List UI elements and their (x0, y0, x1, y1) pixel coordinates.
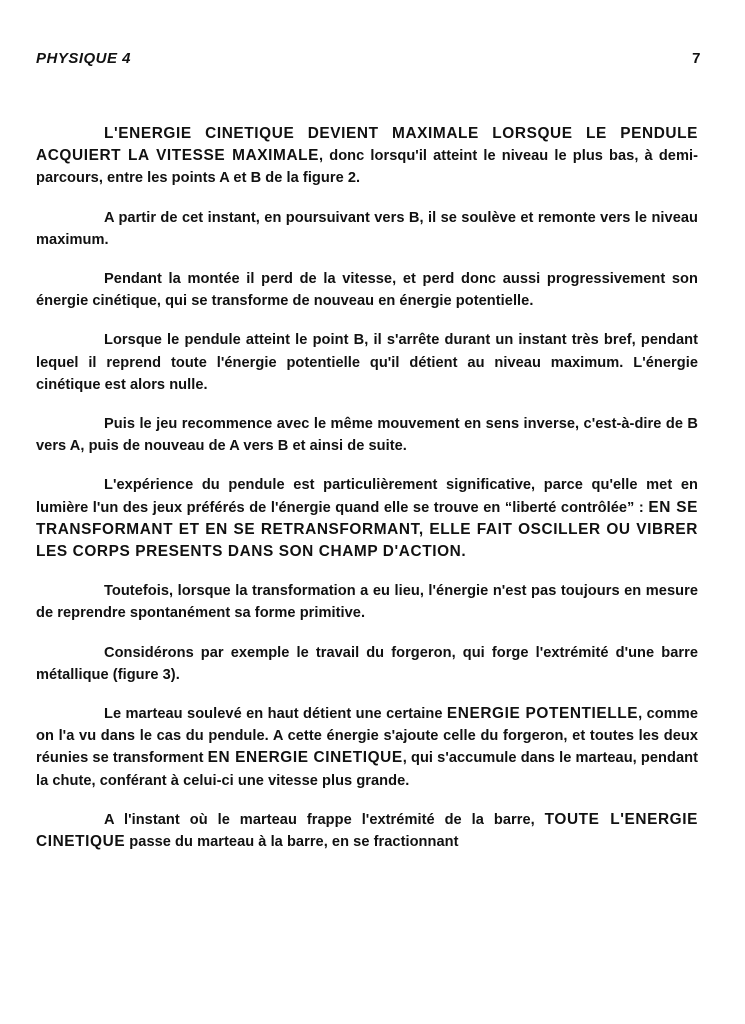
paragraph-3: Pendant la montée il perd de la vitesse, et perd donc aussi progressivement son énergie cinétique, qui se transforme de nouveau en énergie potentielle. (36, 271, 698, 310)
emphasis-caps: TOUTE L'ENERGIE CINETIQUE (36, 810, 698, 851)
paragraph-text: passe du marteau à la barre, en se fractionnant (125, 834, 459, 851)
paragraph-text: L'expérience du pendule est particulièrement significative, parce qu'elle met en lumière l'un des jeux préférés de l'énergie quand elle se trouve en “liberté contrôlée” : (36, 477, 698, 516)
paragraph-7: Toutefois, lorsque la transformation a eu lieu, l'énergie n'est pas toujours en mesure de reprendre spontanément sa forme primitive. (36, 583, 698, 622)
paragraph-1 (36, 123, 698, 190)
paragraph-9 (36, 703, 698, 792)
paragraph-text: , qui s'accumule dans le marteau, pendant la chute, conférant à celui-ci une vitesse plus grande. (36, 750, 699, 789)
paragraph-2: A partir de cet instant, en poursuivant vers B, il se soulève et remonte vers le niveau maximum. (36, 209, 698, 248)
paragraph-8: Considérons par exemple le travail du forgeron, qui forge l'extrémité d'une barre métallique (figure 3). (36, 644, 698, 683)
paragraph-text: Le marteau soulevé en haut détient une certaine (104, 706, 447, 723)
paragraph-text: A l'instant où le marteau frappe l'extrémité de la barre, (104, 811, 545, 828)
paragraph-text: , donc lorsqu'il atteint le niveau le plus bas, à demi-parcours, entre les points A et B de la figure 2. (36, 148, 698, 187)
paragraph-text: , comme on l'a vu dans le cas du pendule. A cette énergie s'ajoute celle du forgeron, et toutes les deux réunies se transforment (36, 706, 698, 767)
emphasis-caps: EN SE TRANSFORMANT ET EN SE RETRANSFORMANT, ELLE FAIT OSCILLER OU VIBRER LES CORPS PRESENTS DANS SON CHAMP D'ACTION. (36, 498, 698, 561)
paragraph-10 (36, 809, 698, 853)
body-text (36, 123, 698, 853)
emphasis-caps: ENERGIE POTENTIELLE (446, 705, 639, 723)
emphasis-caps: L'ENERGIE CINETIQUE DEVIENT MAXIMALE LORSQUE LE PENDULE ACQUIERT LA VITESSE MAXIMALE (36, 125, 698, 165)
paragraph-4: Lorsque le pendule atteint le point B, il s'arrête durant un instant très bref, pendant lequel il reprend toute l'énergie potentielle qu'il détient au niveau maximum. L'énergie cinétique est alors nulle. (36, 332, 698, 393)
paragraph-6 (36, 474, 698, 563)
page-header (36, 50, 701, 67)
paragraph-5: Puis le jeu recommence avec le même mouvement en sens inverse, c'est-à-dire de B vers A, puis de nouveau de A vers B et ainsi de suite. (36, 416, 698, 455)
page-number: 7 (692, 50, 701, 67)
running-title: PHYSIQUE 4 (36, 50, 132, 67)
emphasis-caps: EN ENERGIE CINETIQUE (207, 749, 403, 767)
